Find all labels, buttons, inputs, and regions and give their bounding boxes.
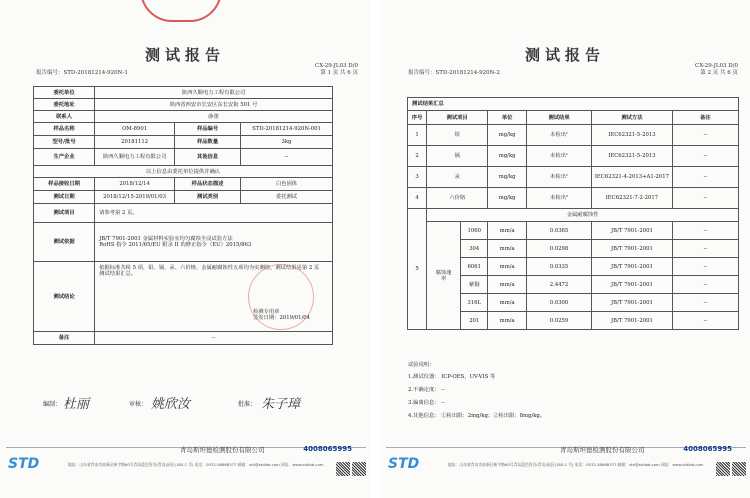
col-method-header: 测试方法 [592, 111, 673, 125]
page-number: 第 2 页 共 6 页 [700, 70, 738, 76]
maker-label: 生产企业 [34, 149, 95, 166]
test-type-label: 测试类别 [175, 191, 241, 204]
model-value: 20181112 [95, 136, 175, 149]
table-row [408, 167, 739, 188]
page-title: 测试报告 [524, 46, 605, 64]
reviewer-signature: 姚欣汝 [151, 397, 191, 412]
test-basis-line-1: JB/T 7901-2001 金属材料实验室均匀腐蚀全浸试验方法 [99, 236, 233, 242]
model-label: 型号/批号 [34, 136, 95, 149]
sample-desc-value: 白色固体 [241, 178, 333, 191]
test-basis-line-2: RoHS 指令 2011/65/EU 附录 II 的修正指令（EU）2015/863 [99, 242, 252, 248]
row-unit: mm/a [488, 222, 527, 240]
sample-desc-label: 样品状态描述 [175, 178, 241, 191]
row-method: JB/T 7901-2001 [592, 240, 673, 258]
footer-address: 地址：山东省青岛市高新区新宇路60号青岛蓝色智谷(青岛)园区(180-1 号) 电话：0532-58668377 邮箱：std@stdlab.com 网址：www.stdlab.com [448, 462, 704, 467]
footer-phone: 4008065995 [683, 445, 732, 453]
row-grade: 紫铜 [461, 276, 488, 294]
row-method: IEC62321-7-2-2017 [592, 188, 673, 209]
row-note: -- [672, 312, 738, 330]
std-logo: STD [8, 456, 40, 472]
row-item: 镉 [427, 146, 488, 167]
row-note: -- [672, 294, 738, 312]
sample-no-value: STD-20181214-920N-001 [241, 123, 333, 136]
page-title: 测试报告 [144, 46, 225, 64]
row-method: JB/T 7901-2001 [592, 294, 673, 312]
note-uncertainty: 2.不确定度： -- [408, 387, 445, 393]
page-number: 第 1 页 共 6 页 [320, 70, 358, 76]
test-notes [408, 360, 545, 419]
other-info-label: 其他信息 [175, 149, 241, 166]
row-result: 2.4472 [527, 276, 592, 294]
row-unit: mm/a [488, 276, 527, 294]
row-note: -- [672, 222, 738, 240]
row-result: 0.0365 [527, 222, 592, 240]
report-number: 报告编号：STD-20181214-920N-1 [36, 70, 128, 76]
row-grade: 1060 [461, 222, 488, 240]
report-page-1 [0, 0, 370, 498]
test-date-label: 测试日期 [34, 191, 95, 204]
conclusion-label: 测试结论 [34, 262, 95, 332]
row-method: IEC62321-5-2013 [592, 125, 673, 146]
testing-seal-stamp [248, 264, 314, 330]
confirm-note: 以上信息由委托单位提供并确认 [34, 166, 333, 178]
qr-code-icon [336, 462, 350, 476]
sample-name-value: OM-8901 [95, 123, 175, 136]
row-method: JB/T 7901-2001 [592, 276, 673, 294]
test-items-label: 测试项目 [34, 204, 95, 223]
col-no-header: 序号 [408, 111, 427, 125]
sample-name-label: 样品名称 [34, 123, 95, 136]
row-result: 0.0259 [527, 312, 592, 330]
row-note: -- [672, 167, 738, 188]
sample-no-label: 样品编号 [175, 123, 241, 136]
footer-address: 地址：山东省青岛市高新区新宇路60号青岛蓝色智谷(青岛)园区(180-1 号) 电话：0532-58668377 邮箱：std@stdlab.com 网址：www.stdlab.com [68, 462, 324, 467]
test-items-value: 请参考第 2 页。 [95, 204, 333, 223]
col-result-header: 测试结果 [527, 111, 592, 125]
row-unit: mm/a [488, 312, 527, 330]
doc-code-block [315, 63, 358, 77]
remark-label: 备注 [34, 332, 95, 345]
footer-company: 青岛斯坦德检测股份有限公司 [560, 446, 645, 454]
client-value: 陕西久顺电力工程有限公司 [95, 87, 333, 99]
row-item: 六价铬 [427, 188, 488, 209]
row-note: -- [672, 125, 738, 146]
footer-company: 青岛斯坦德检测股份有限公司 [180, 446, 265, 454]
results-table [407, 97, 739, 330]
seal-text: 检测专用章 [252, 309, 280, 315]
row-note: -- [672, 276, 738, 294]
row-no: 4 [408, 188, 427, 209]
reviewer-label: 审核： [129, 401, 148, 408]
row-grade: 201 [461, 312, 488, 330]
table-row [408, 146, 739, 167]
footer-phone: 4008065995 [303, 445, 352, 453]
issue-date: 签发日期：2019/01/04 [252, 315, 310, 321]
row-unit: mm/a [488, 240, 527, 258]
row-grade: 6061 [461, 258, 488, 276]
row-note: -- [672, 240, 738, 258]
row-method: IEC62321-4-2013+A1-2017 [592, 167, 673, 188]
row-grade: 304 [461, 240, 488, 258]
row-no: 1 [408, 125, 427, 146]
conclusion-cell [95, 262, 333, 332]
row-no: 5 [408, 209, 427, 330]
top-seal-stamp [140, 0, 222, 22]
row-result: 未检出¹ [527, 125, 592, 146]
summary-title: 测试结果汇总 [408, 98, 739, 111]
doc-code: CX-29-JL03 D/0 [694, 63, 738, 69]
row-unit: mg/kg [488, 146, 527, 167]
corrosion-label: 腐蚀速率 [427, 222, 461, 330]
qr-code-icon [732, 462, 746, 476]
row-result: 0.0300 [527, 294, 592, 312]
col-item-header: 测试项目 [427, 111, 488, 125]
notes-title: 试验说明： [408, 362, 435, 368]
row-result: 未检出¹ [527, 146, 592, 167]
row-method: IEC62321-5-2013 [592, 146, 673, 167]
doc-code: CX-29-JL03 D/0 [314, 63, 358, 69]
editor-signature: 杜丽 [63, 397, 90, 412]
std-logo: STD [388, 456, 420, 472]
row-item: 汞 [427, 167, 488, 188]
doc-code-block [695, 63, 738, 77]
row-unit: mg/kg [488, 188, 527, 209]
test-basis-label: 测试依据 [34, 223, 95, 262]
row-note: -- [672, 258, 738, 276]
approver-label: 批准： [238, 401, 257, 408]
address-label: 委托地址 [34, 99, 95, 111]
contact-value: 薛蕾 [95, 111, 333, 123]
row-note: -- [672, 188, 738, 209]
qr-code-icon [716, 462, 730, 476]
receive-date-value: 2018/12/14 [95, 178, 175, 191]
note-instrument: 1.测试仪器： ICP-OES，UV-VIS 等 [408, 374, 496, 380]
row-result: 0.0335 [527, 258, 592, 276]
report-page-2 [380, 0, 750, 498]
test-date-value: 2018/12/15-2019/01/03 [95, 191, 175, 204]
row-unit: mm/a [488, 294, 527, 312]
col-note-header: 备注 [672, 111, 738, 125]
row-item: 铅 [427, 125, 488, 146]
conclusion-text: 依据标准共检 5 项，铅、镉、汞、六价铬、金属耐腐蚀性五项均为实测值，测试结果见第 2 页测试结果汇总。 [99, 265, 320, 277]
test-basis-cell [95, 223, 333, 262]
note-other: 4.其他信息： ①检出限：2mg/kg；②检出限：8mg/kg。 [408, 413, 546, 419]
results-header-row [408, 111, 739, 125]
row-method: JB/T 7901-2001 [592, 258, 673, 276]
row-result: 未检出² [527, 188, 592, 209]
receive-date-label: 样品接收日期 [34, 178, 95, 191]
qr-code-icon [352, 462, 366, 476]
note-deviation: 3.偏离信息： -- [408, 400, 445, 406]
test-type-value: 委托测试 [241, 191, 333, 204]
row-method: JB/T 7901-2001 [592, 312, 673, 330]
maker-value: 陕西久顺电力工程有限公司 [95, 149, 175, 166]
remark-value: -- [95, 332, 333, 345]
contact-label: 联系人 [34, 111, 95, 123]
row-no: 2 [408, 146, 427, 167]
col-unit-header: 单位 [488, 111, 527, 125]
row-grade: 316L [461, 294, 488, 312]
row-result: 未检出¹ [527, 167, 592, 188]
report-info-table [33, 86, 333, 345]
row-note: -- [672, 146, 738, 167]
row-result: 0.0298 [527, 240, 592, 258]
address-value: 陕西省西安市长安区东长安街 501 号 [95, 99, 333, 111]
client-label: 委托单位 [34, 87, 95, 99]
table-row [408, 222, 739, 240]
quantity-label: 样品数量 [175, 136, 241, 149]
corrosion-title: 金属耐腐蚀性 [427, 209, 739, 222]
row-unit: mm/a [488, 258, 527, 276]
quantity-value: 3kg [241, 136, 333, 149]
row-unit: mg/kg [488, 167, 527, 188]
table-row [408, 188, 739, 209]
other-info-value: -- [241, 149, 333, 166]
editor-label: 编制： [43, 401, 62, 408]
row-no: 3 [408, 167, 427, 188]
row-unit: mg/kg [488, 125, 527, 146]
table-row [408, 125, 739, 146]
approver-signature: 朱子璋 [261, 397, 301, 412]
report-number: 报告编号：STD-20181214-920N-2 [408, 70, 500, 76]
row-method: JB/T 7901-2001 [592, 222, 673, 240]
